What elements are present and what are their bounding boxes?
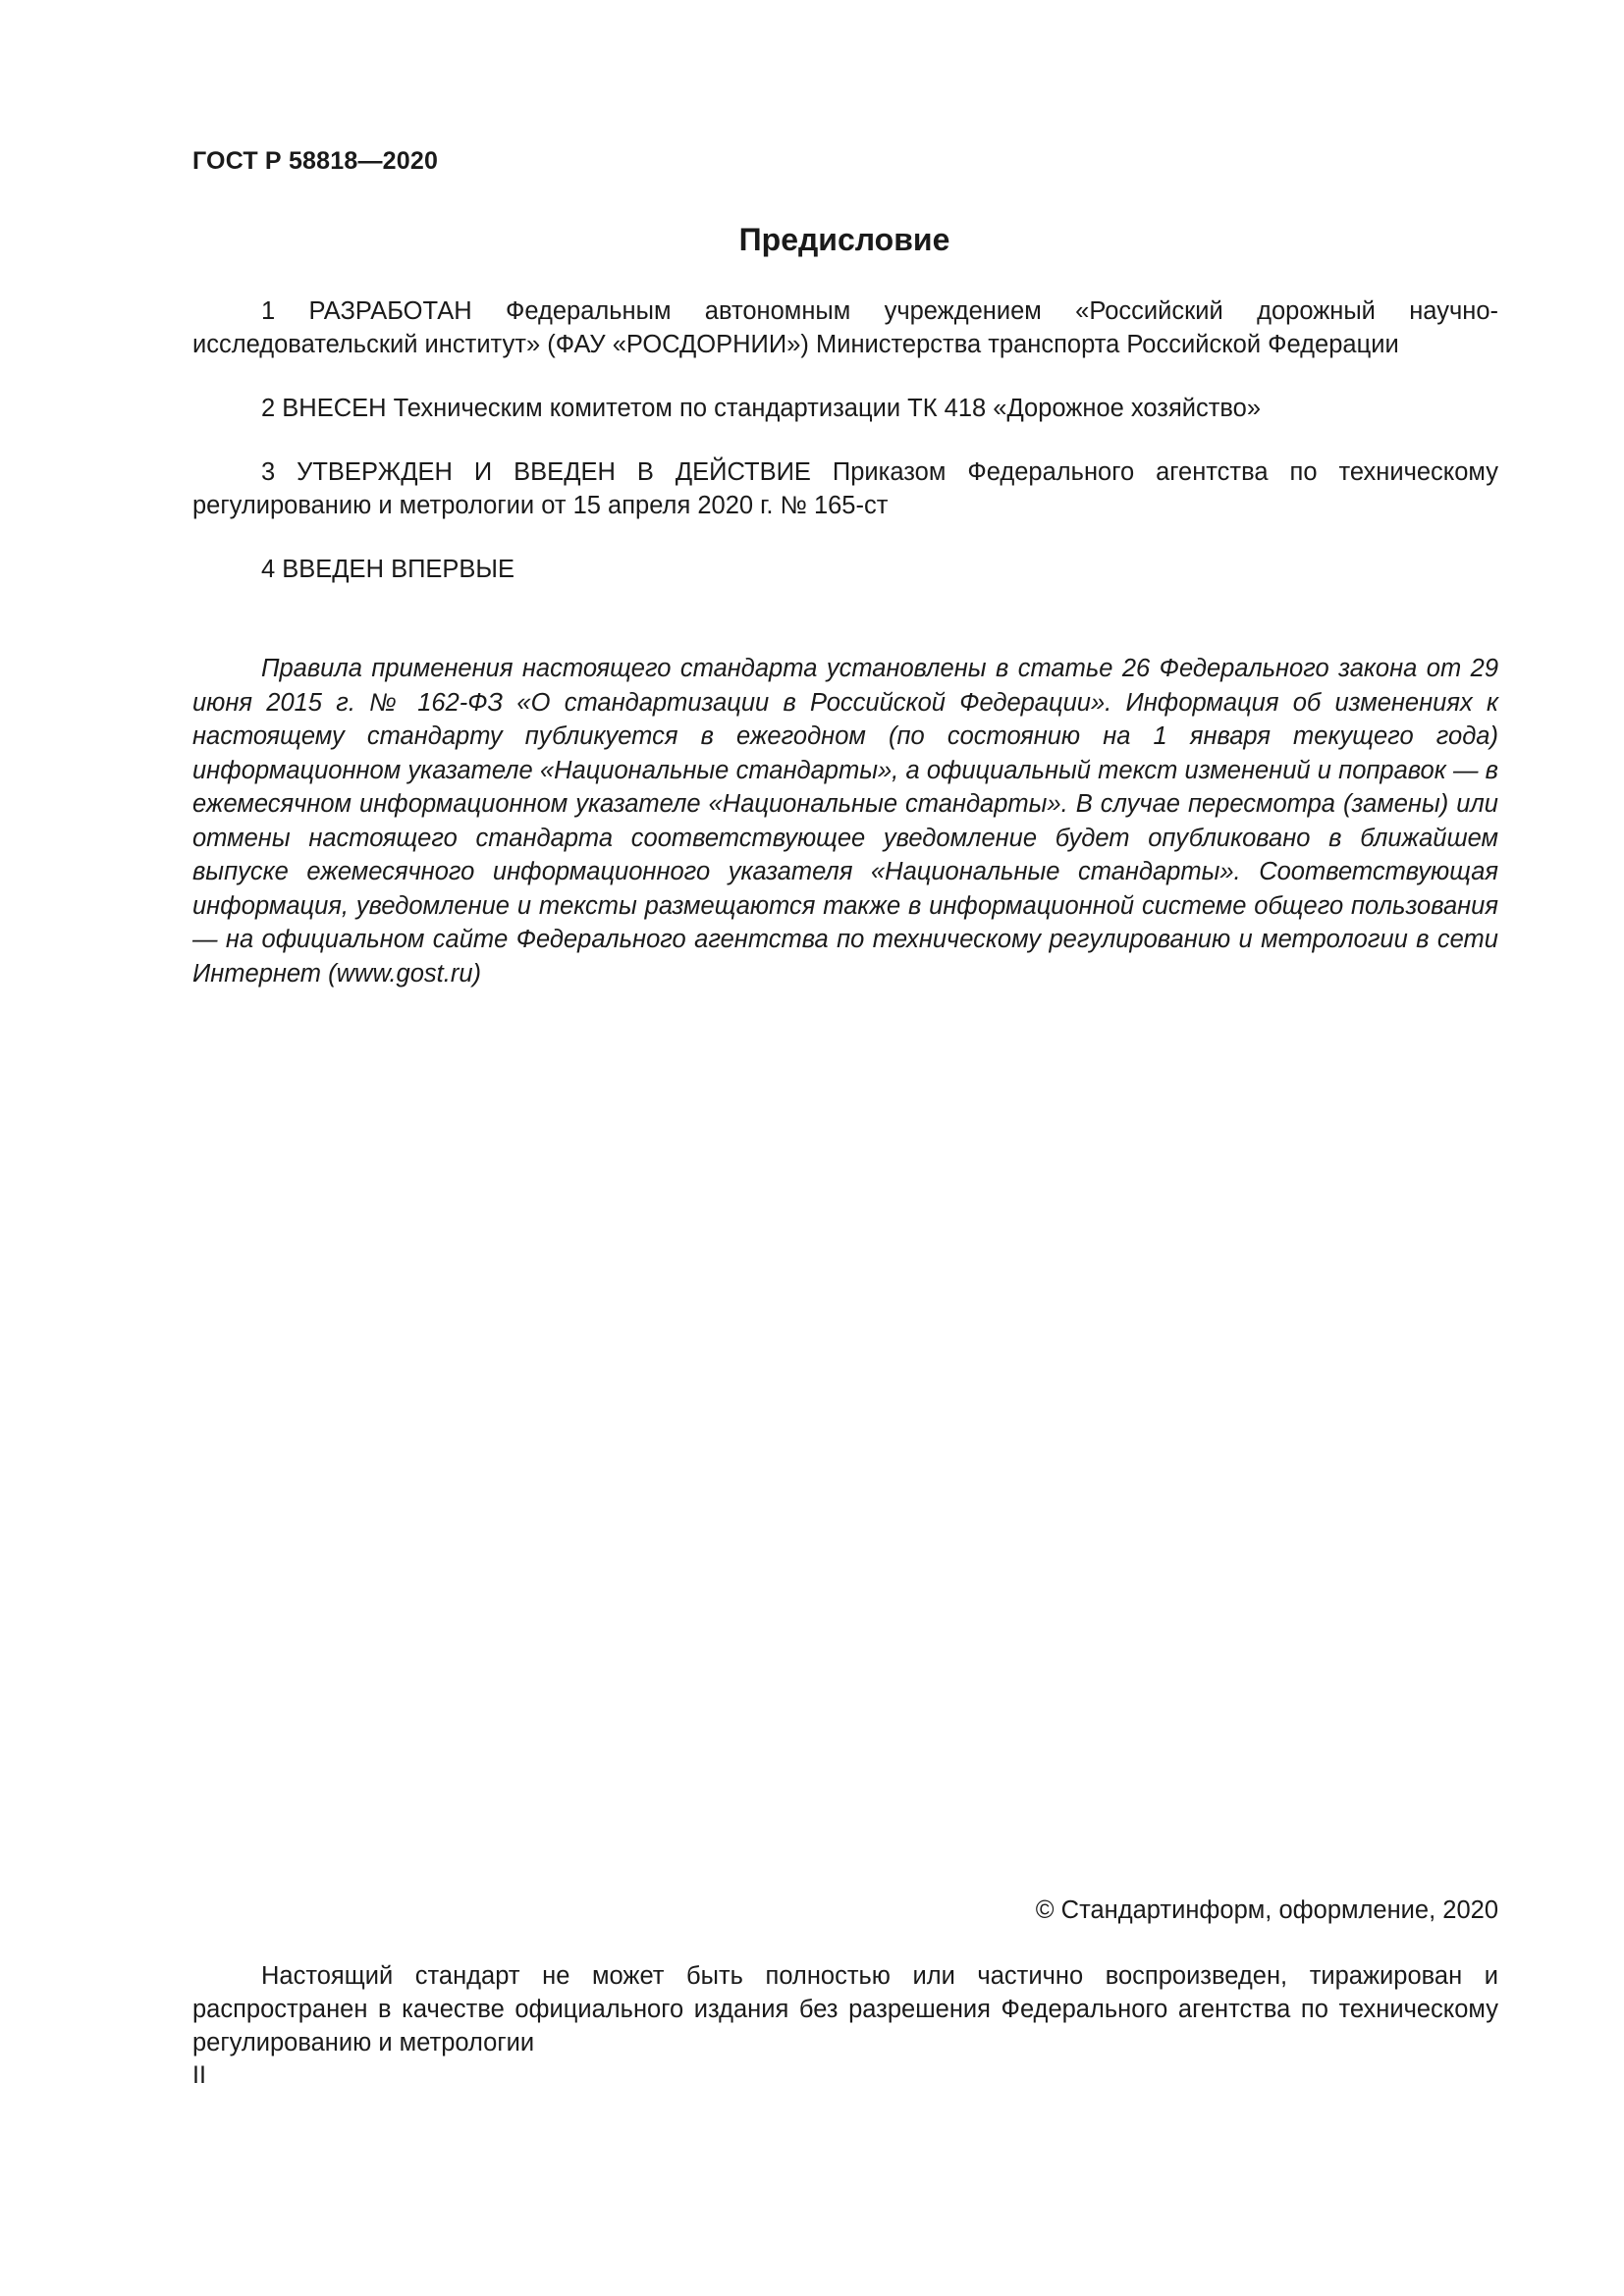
foreword-item-first-introduced: 4 ВВЕДЕН ВПЕРВЫЕ [261,556,515,583]
standard-code-header: ГОСТ Р 58818—2020 [192,147,439,175]
copyright-line: © Стандартинформ, оформление, 2020 [1035,1896,1498,1924]
foreword-item-introduced: 2 ВНЕСЕН Техническим комитетом по стандартизации ТК 418 «Дорожное хозяйство» [261,395,1262,422]
page-number: II [192,2061,206,2089]
foreword-item-developed: 1 РАЗРАБОТАН Федеральным автономным учреждением «Российский дорожный научно-исследовательский институт» (ФАУ «РОСДОРНИИ») Министерства транспорта Российской Федерации [192,297,1498,358]
foreword-body [192,294,1498,616]
reproduction-notice: Настоящий стандарт не может быть полностью или частично воспроизведен, тиражирован и распространен в качестве официального издания без разрешения Федерального агентства по техническому регулированию и метрологии [192,1962,1498,2056]
application-rules-note: Правила применения настоящего стандарта установлены в статье 26 Федерального закона от 29 июня 2015 г. № 162-ФЗ «О стандартизации в Российской Федерации». Информация об изменениях к настоящему стандарту публикуется в ежегодном (по состоянию на 1 января текущего года) информационном указателе «Национальные стандарты», а официальный текст изменений и поправок — в ежемесячном информационном указателе «Национальные стандарты». В случае пересмотра (замены) или отмены настоящего стандарта соответствующее уведомление будет опубликовано в ближайшем выпуске ежемесячного информационного указателя «Национальные стандарты». Соответствующая информация, уведомление и тексты размещаются также в информационной системе общего пользования — на официальном сайте Федерального агентства по техническому регулированию и метрологии в сети Интернет (www.gost.ru) [192,655,1498,988]
foreword-title: Предисловие [738,222,950,257]
foreword-item-approved: 3 УТВЕРЖДЕН И ВВЕДЕН В ДЕЙСТВИЕ Приказом Федерального агентства по техническому регулированию и метрологии от 15 апреля 2020 г. № 165-ст [192,458,1498,519]
